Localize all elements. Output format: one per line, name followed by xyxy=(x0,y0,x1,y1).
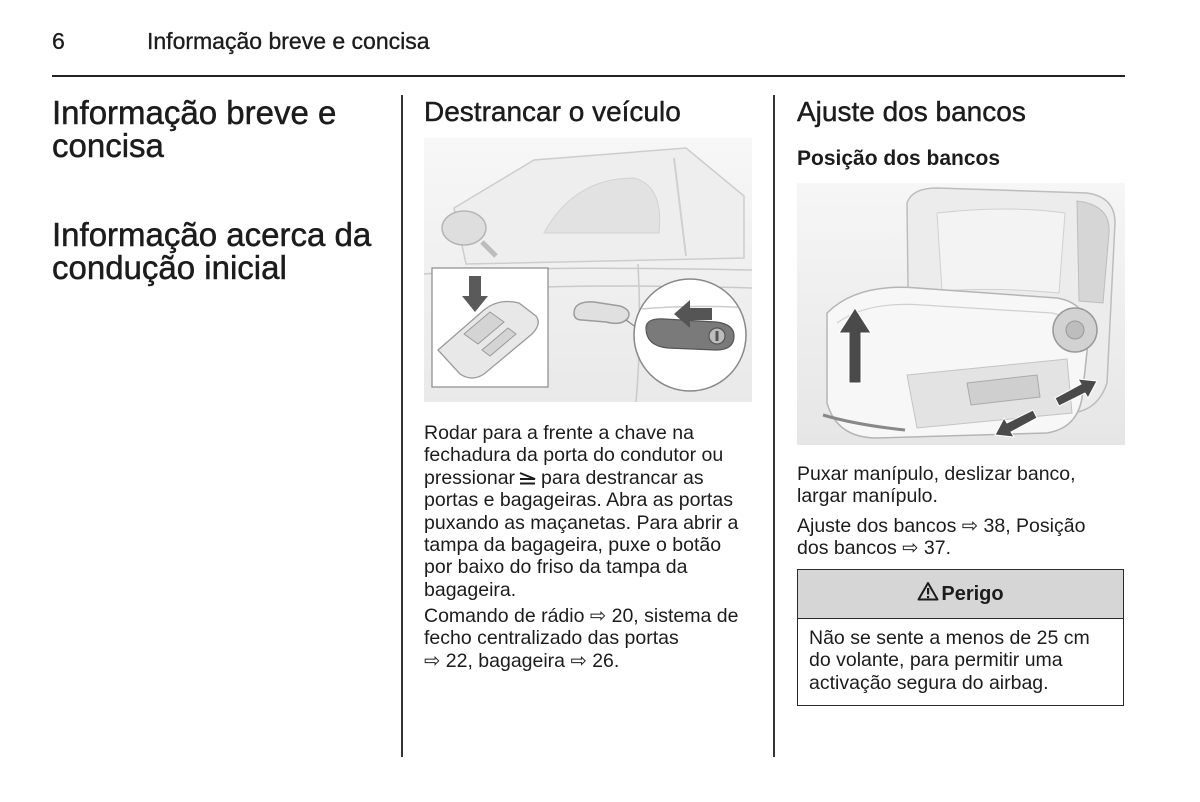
text-line: ⇨ 22, bagageira ⇨ 26. xyxy=(424,649,620,672)
text-line: tampa da bagageira, puxe o botão xyxy=(424,533,722,556)
warning-title: Perigo xyxy=(941,582,1004,605)
warning-body xyxy=(809,627,1090,694)
text-line: fechadura da porta do condutor ou xyxy=(424,444,724,467)
unlock-symbol-icon xyxy=(518,469,538,491)
text-line: por baixo do friso da tampa da xyxy=(424,556,688,579)
subsection-heading-line: Informação acerca da xyxy=(52,216,372,253)
column-divider-left xyxy=(401,95,403,757)
warning-triangle-icon xyxy=(917,581,941,607)
subsection-heading xyxy=(52,218,371,284)
text-line: do volante, para permitir uma xyxy=(809,649,1063,672)
destrancar-paragraph-1 xyxy=(424,422,738,601)
text-line: fecho centralizado das portas xyxy=(424,627,679,650)
section-heading xyxy=(52,96,336,162)
text-line: portas e bagageiras. Abra as portas xyxy=(424,489,733,512)
bancos-paragraph-2 xyxy=(797,515,1085,560)
section-heading-line: concisa xyxy=(52,127,164,164)
subsection-heading-line: condução inicial xyxy=(52,249,287,286)
car-door-key-unlock-illustration xyxy=(424,138,752,402)
bancos-paragraph-1 xyxy=(797,463,1076,508)
text-line: Comando de rádio ⇨ 20, sistema de xyxy=(424,605,739,627)
seat-cushion xyxy=(827,287,1089,438)
destrancar-paragraph-2 xyxy=(424,605,738,672)
text-line: Ajuste dos bancos ⇨ 38, Posição xyxy=(797,515,1086,537)
text-line: Puxar manípulo, deslizar banco, xyxy=(797,463,1076,485)
running-title: Informação breve e concisa xyxy=(147,28,430,54)
text-segment: para destrancar as xyxy=(541,466,704,489)
text-line: largar manípulo. xyxy=(797,485,938,508)
text-line: dos bancos ⇨ 37. xyxy=(797,537,952,560)
warning-header xyxy=(798,570,1123,619)
bancos-subheading: Posição dos bancos xyxy=(797,147,1001,170)
text-segment: pressionar xyxy=(424,466,516,489)
section-heading-line: Informação breve e xyxy=(52,94,337,131)
text-line: bagageira. xyxy=(424,578,517,601)
text-line: Não se sente a menos de 25 cm xyxy=(809,627,1090,649)
warning-box xyxy=(797,569,1124,706)
text-line: puxando as maçanetas. Para abrir a xyxy=(424,511,739,534)
text-line: Rodar para a frente a chave na xyxy=(424,422,694,444)
text-line: activação segura do airbag. xyxy=(809,671,1049,694)
text-line xyxy=(424,467,738,489)
recline-knob xyxy=(1053,308,1097,352)
page-number: 6 xyxy=(52,28,65,54)
header-rule xyxy=(52,75,1125,77)
destrancar-heading: Destrancar o veículo xyxy=(424,96,681,127)
seat-adjustment-illustration xyxy=(797,183,1125,445)
column-divider-right xyxy=(773,95,775,757)
key-fob-inset xyxy=(432,268,548,387)
bancos-heading: Ajuste dos bancos xyxy=(797,96,1026,127)
